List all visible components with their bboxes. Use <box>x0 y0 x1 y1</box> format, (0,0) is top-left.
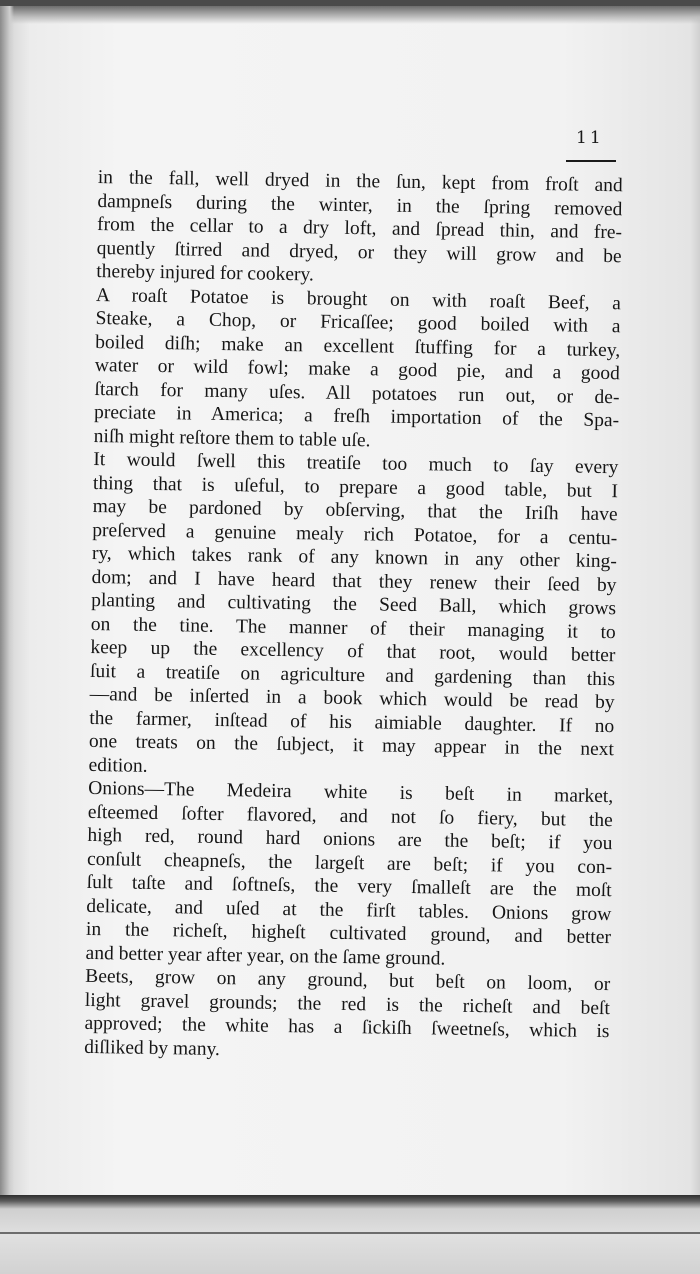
text-line: thereby injured for cookery. <box>96 260 314 286</box>
text-line: from the cellar to a dry loft, and ſpread thin, and fre- <box>96 213 623 244</box>
page-left-edge <box>0 6 14 1206</box>
page-top-edge <box>0 6 700 24</box>
text-line: ſtarch for many uſes. All potatoes run out, or de- <box>94 378 620 408</box>
text-line: Steake, a Chop, or Fricaſſee; good boiled with a <box>95 307 621 338</box>
text-line: thing that is uſeful, to prepare a good table, but I <box>92 472 619 502</box>
text-line: preſerved a genuine mealy rich Potatoe, for a centu- <box>92 519 618 549</box>
text-line: conſult cheapneſs, the largeſt are beſt; if you con- <box>86 848 613 878</box>
page-number: 11 <box>576 128 604 148</box>
text-line: eſteemed ſofter flavored, and not ſo fiery, but the <box>87 801 613 831</box>
text-line: light gravel grounds; the red is the richeſt and beſt <box>84 989 611 1019</box>
lower-sheet <box>0 1195 700 1274</box>
text-line: on the tine. The manner of their managing it to <box>90 613 616 643</box>
text-line: dom; and I have heard that they renew their ſeed by <box>91 566 617 596</box>
text-line: planting and cultivating the Seed Ball, which grows <box>91 589 617 620</box>
text-line: Beets, grow on any ground, but beſt on loom, or <box>85 965 611 996</box>
text-line: delicate, and uſed at the firſt tables. Onions grow <box>86 895 612 925</box>
page-number-rule <box>566 160 616 162</box>
text-line: in the fall, well dryed in the ſun, kept from froſt and <box>97 166 623 197</box>
text-line: edition. <box>88 754 148 777</box>
text-line: ry, which takes rank of any known in any other king- <box>91 542 618 573</box>
text-line: may be pardoned by obſerving, that the Iriſh have <box>92 495 618 526</box>
text-line: water or wild fowl; make a good pie, and a good <box>94 354 620 385</box>
lower-sheet-crease <box>0 1232 700 1234</box>
text-line: high red, round hard onions are the beſt; if you <box>87 824 613 855</box>
text-line: preciate in America; a freſh importation of the Spa- <box>93 401 620 432</box>
text-line: the farmer, inſtead of his aimiable daughter. If no <box>89 707 615 737</box>
text-line: diſliked by many. <box>83 1036 221 1060</box>
text-line: It would ſwell this treatiſe too much to ſay every <box>93 448 619 479</box>
body-text <box>84 166 623 1067</box>
text-line: ſuit a treatiſe on agriculture and gardening than this <box>89 660 616 690</box>
text-line: approved; the white has a ſickiſh ſweetneſs, which is <box>84 1012 610 1043</box>
text-line: boiled diſh; make an excellent ſtuffing for a turkey, <box>95 331 621 361</box>
text-line: quently ſtirred and dryed, or they will grow and be <box>96 237 622 267</box>
text-line: in the richeſt, higheſt cultivated ground, and better <box>85 918 612 949</box>
text-line: A roaſt Potatoe is brought on with roaſt Beef, a <box>95 284 622 314</box>
text-line: one treats on the ſubject, it may appear in the next <box>88 730 615 761</box>
text-line: —and be inſerted in a book which would be read by <box>89 683 615 714</box>
text-line: and better year after year, on the ſame ground. <box>85 942 446 970</box>
text-line: dampneſs during the winter, in the ſpring removed <box>97 190 623 220</box>
text-line: Onions—The Medeira white is beſt in market, <box>88 777 614 808</box>
text-line: ſult taſte and ſoftneſs, the very ſmalleſt are the moſt <box>86 871 612 902</box>
text-line: keep up the excellency of that root, would better <box>90 636 616 667</box>
text-line: niſh might reſtore them to table uſe. <box>93 425 371 451</box>
